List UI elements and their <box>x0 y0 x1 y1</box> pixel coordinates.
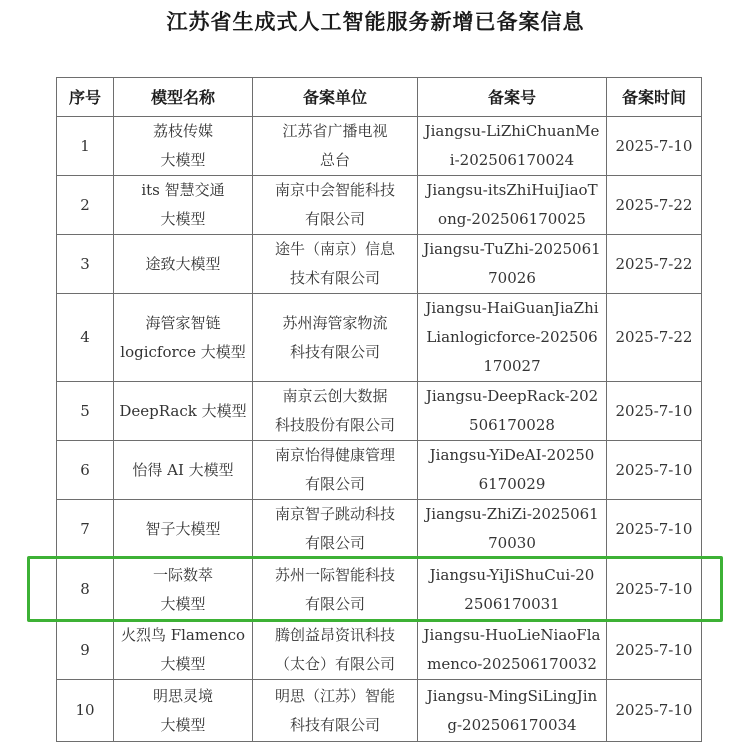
organization <box>253 500 418 559</box>
organization-line: 苏州海管家物流 <box>282 313 388 332</box>
organization-line: 技术有限公司 <box>289 269 380 287</box>
registration-number-line: Jiangsu-ZhiZi-2025061 <box>425 505 599 523</box>
registration-number-line: Jiangsu-itsZhiHuiJiaoT <box>426 181 598 199</box>
organization-line: 江苏省广播电视 <box>282 122 388 140</box>
registration-number-line: 506170028 <box>469 416 555 434</box>
model-name <box>114 176 253 235</box>
table-row <box>57 500 702 559</box>
registration-number-line: 6170029 <box>478 475 546 493</box>
registration-number-line: Jiangsu-DeepRack-202 <box>425 387 599 405</box>
registration-date: 2025-7-22 <box>607 235 702 294</box>
header-date: 备案时间 <box>607 78 702 117</box>
registration-date: 2025-7-22 <box>607 294 702 382</box>
registration-number-line: 70026 <box>488 269 536 287</box>
registration-date: 2025-7-10 <box>607 500 702 559</box>
organization <box>253 235 418 294</box>
row-number: 7 <box>57 500 114 559</box>
registration-number <box>418 680 607 742</box>
registration-number-line: Jiangsu-TuZhi-2025061 <box>423 240 601 258</box>
registration-number <box>418 621 607 680</box>
registration-number <box>418 559 607 621</box>
model-name-line: 荔枝传媒 <box>152 122 213 140</box>
model-name-line: 途致大模型 <box>145 254 221 273</box>
registration-number-line: Jiangsu-YiJiShuCui-20 <box>429 565 595 584</box>
table-row <box>57 235 702 294</box>
model-name-line: its 智慧交通 <box>141 181 225 199</box>
header-organization: 备案单位 <box>253 78 418 117</box>
header-registration-no: 备案号 <box>418 78 607 117</box>
organization-line: 科技有限公司 <box>289 342 380 361</box>
organization-line: 有限公司 <box>304 210 365 228</box>
registration-number <box>418 500 607 559</box>
row-number: 5 <box>57 382 114 441</box>
model-name <box>114 294 253 382</box>
model-name-line: 大模型 <box>160 594 206 613</box>
registration-number-line: Jiangsu-HaiGuanJiaZhi <box>425 299 599 317</box>
model-name-line: 大模型 <box>160 715 206 734</box>
model-name-line: 一际数萃 <box>152 565 213 584</box>
registration-number <box>418 117 607 176</box>
model-name <box>114 500 253 559</box>
model-name <box>114 621 253 680</box>
registration-number-line: menco-202506170032 <box>427 655 597 673</box>
table-row <box>57 117 702 176</box>
model-name-line: 怡得 AI 大模型 <box>132 460 234 479</box>
model-name <box>114 680 253 742</box>
model-name-line: 火烈鸟 Flamenco <box>120 626 246 644</box>
registration-number <box>418 235 607 294</box>
model-name-line: 海管家智链 <box>145 313 221 332</box>
organization <box>253 117 418 176</box>
organization <box>253 441 418 500</box>
registration-number <box>418 441 607 500</box>
row-number: 8 <box>57 559 114 621</box>
registration-date: 2025-7-10 <box>607 441 702 500</box>
model-name-line: 大模型 <box>160 210 206 228</box>
organization <box>253 680 418 742</box>
registration-number-line: ong-202506170025 <box>438 210 586 228</box>
registration-number-line: Jiangsu-HuoLieNiaoFla <box>423 626 601 644</box>
registration-number-line: Lianlogicforce-202506 <box>426 328 598 346</box>
table-row <box>57 621 702 680</box>
organization-line: 南京怡得健康管理 <box>274 446 395 464</box>
organization <box>253 559 418 621</box>
row-number: 6 <box>57 441 114 500</box>
model-name-line: 智子大模型 <box>145 519 221 538</box>
organization-line: （太仓）有限公司 <box>274 655 395 673</box>
registration-number <box>418 382 607 441</box>
registration-date: 2025-7-10 <box>607 382 702 441</box>
organization-line: 南京智子跳动科技 <box>274 505 395 523</box>
model-name <box>114 117 253 176</box>
model-name-line: 明思灵境 <box>152 686 213 705</box>
model-name <box>114 559 253 621</box>
organization-line: 总台 <box>319 151 350 169</box>
organization-line: 苏州一际智能科技 <box>274 565 395 584</box>
table-row <box>57 382 702 441</box>
registration-table <box>56 77 702 742</box>
table-row <box>57 176 702 235</box>
model-name <box>114 382 253 441</box>
registration-date: 2025-7-10 <box>607 117 702 176</box>
table-body <box>57 117 702 742</box>
organization-line: 途牛（南京）信息 <box>274 240 395 258</box>
row-number: 9 <box>57 621 114 680</box>
registration-number-line: 70030 <box>488 534 536 552</box>
model-name-line: 大模型 <box>160 151 206 169</box>
registration-number-line: i-202506170024 <box>449 151 575 169</box>
model-name <box>114 441 253 500</box>
table-row <box>57 680 702 742</box>
registration-date: 2025-7-10 <box>607 621 702 680</box>
registration-number <box>418 294 607 382</box>
organization-line: 有限公司 <box>304 594 365 613</box>
row-number: 1 <box>57 117 114 176</box>
table-row <box>57 294 702 382</box>
row-number: 3 <box>57 235 114 294</box>
organization <box>253 294 418 382</box>
registration-number-line: Jiangsu-MingSiLingJin <box>426 686 598 705</box>
registration-number-line: Jiangsu-LiZhiChuanMe <box>424 122 600 140</box>
row-number: 2 <box>57 176 114 235</box>
registration-number-line: Jiangsu-YiDeAI-20250 <box>429 446 595 464</box>
page-title: 江苏省生成式人工智能服务新增已备案信息 <box>166 9 585 34</box>
registration-date: 2025-7-22 <box>607 176 702 235</box>
model-name <box>114 235 253 294</box>
organization-line: 有限公司 <box>304 534 365 552</box>
table-row <box>57 441 702 500</box>
registration-number <box>418 176 607 235</box>
table-row <box>57 559 702 621</box>
model-name-line: 大模型 <box>160 655 206 673</box>
organization-line: 科技股份有限公司 <box>274 416 395 434</box>
organization <box>253 621 418 680</box>
header-model-name: 模型名称 <box>114 78 253 117</box>
row-number: 10 <box>57 680 114 742</box>
model-name-line: logicforce 大模型 <box>120 342 246 361</box>
registration-date: 2025-7-10 <box>607 559 702 621</box>
organization-line: 腾创益昂资讯科技 <box>274 626 395 644</box>
table-header-row <box>57 78 702 117</box>
organization <box>253 382 418 441</box>
registration-number-line: g-202506170034 <box>447 715 577 734</box>
organization-line: 有限公司 <box>304 475 365 493</box>
header-no: 序号 <box>57 78 114 117</box>
registration-date: 2025-7-10 <box>607 680 702 742</box>
organization <box>253 176 418 235</box>
organization-line: 南京云创大数据 <box>282 387 388 405</box>
registration-number-line: 2506170031 <box>464 594 560 613</box>
organization-line: 南京中会智能科技 <box>274 181 395 199</box>
organization-line: 明思（江苏）智能 <box>274 686 395 705</box>
organization-line: 科技有限公司 <box>289 715 380 734</box>
row-number: 4 <box>57 294 114 382</box>
registration-number-line: 170027 <box>483 357 541 375</box>
model-name-line: DeepRack 大模型 <box>119 401 247 420</box>
